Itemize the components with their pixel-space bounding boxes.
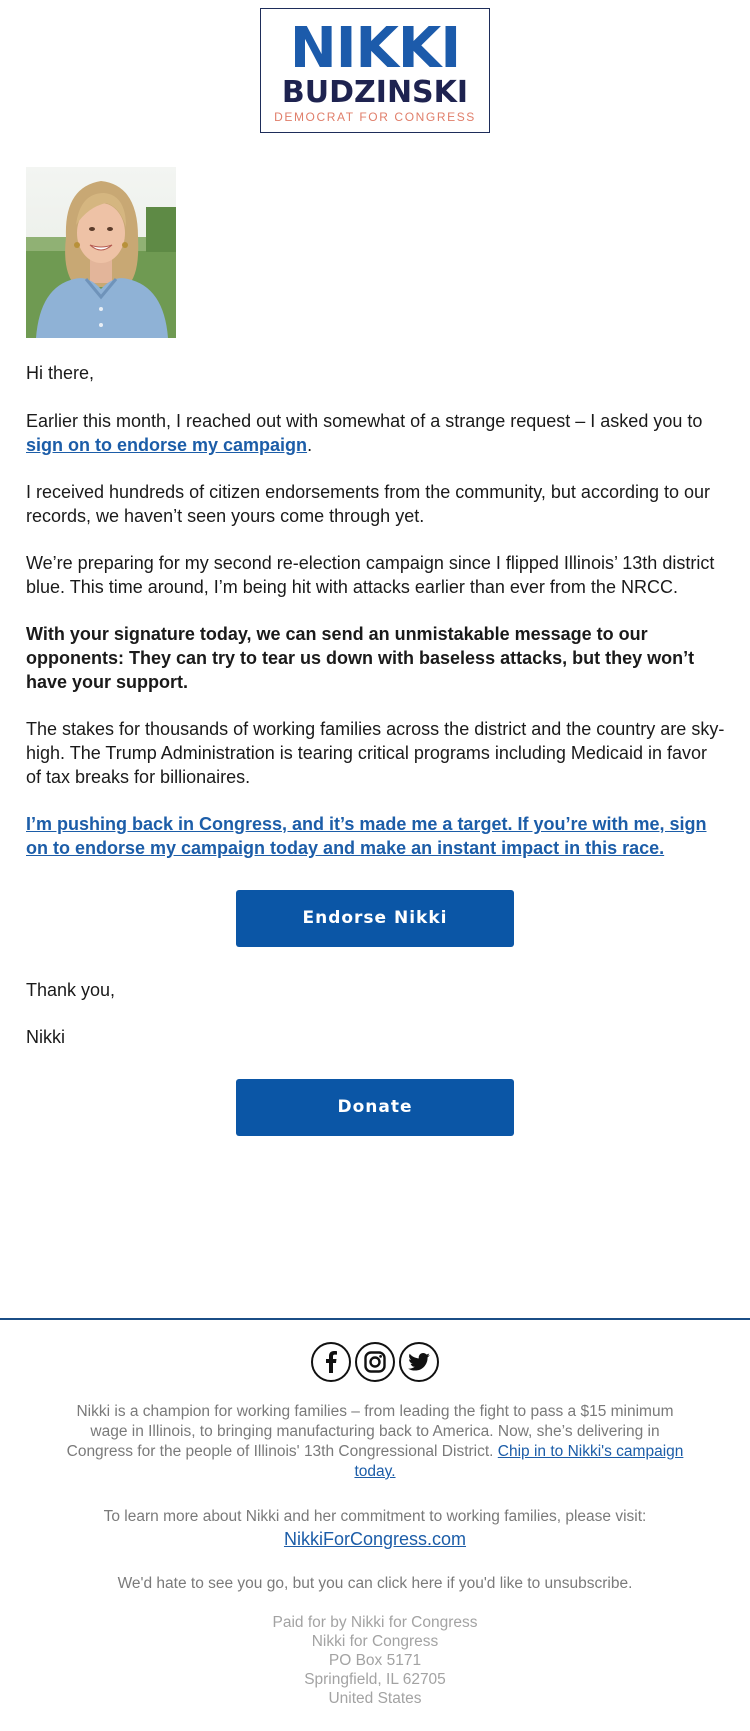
website-link[interactable]: NikkiForCongress.com — [283, 1529, 467, 1549]
paragraph-reelection: We’re preparing for my second re-election campaign since I flipped Illinois’ 13th district blue. This time around, I’m being hit with attacks earlier than ever from the NRCC. — [26, 553, 715, 597]
campaign-logo — [260, 8, 490, 133]
address-line: Nikki for Congress — [311, 1633, 439, 1650]
endorse-button[interactable]: Endorse Nikki — [236, 890, 514, 947]
endorse-campaign-link[interactable]: sign on to endorse my campaign — [26, 435, 308, 455]
chip-in-link[interactable]: Chip in to Nikki's campaign today. — [354, 1443, 684, 1480]
address-line: United States — [328, 1690, 422, 1707]
paragraph-endorsements: I received hundreds of citizen endorsements from the community, but according to our records, we haven’t seen yours come through yet. — [26, 482, 711, 526]
candidate-photo — [26, 167, 176, 338]
footer-learn-more: To learn more about Nikki and her commitment to working families, please visit: — [103, 1508, 647, 1525]
signature: Nikki — [26, 1027, 65, 1047]
twitter-icon[interactable] — [399, 1342, 439, 1382]
paragraph-call-to-action — [26, 812, 726, 860]
address-line: Springfield, IL 62705 — [304, 1671, 446, 1688]
unsubscribe-text[interactable]: We'd hate to see you go, but you can click here if you'd like to unsubscribe. — [117, 1575, 633, 1592]
instagram-icon[interactable] — [355, 1342, 395, 1382]
facebook-icon[interactable] — [311, 1342, 351, 1382]
footer-about — [60, 1402, 690, 1482]
paragraph-request-end: . — [307, 435, 313, 455]
greeting: Hi there, — [26, 363, 95, 383]
paragraph-request — [26, 409, 726, 457]
logo-first-name: NIKKI — [289, 16, 461, 81]
footer-divider — [0, 1318, 750, 1320]
footer-about-text: Nikki is a champion for working families – from leading the fight to pass a $15 minimum wage in Illinois, to bringing manufacturing back to America. Now, she’s delivering in Congress for the people of Illinois' 13th Congressional District. — [66, 1403, 674, 1460]
paragraph-request-text: Earlier this month, I reached out with somewhat of a strange request – I asked you to — [26, 411, 703, 431]
logo-tagline: DEMOCRAT FOR CONGRESS — [274, 110, 476, 124]
paragraph-stakes: The stakes for thousands of working families across the district and the country are sky-high. The Trump Administration is tearing critical programs including Medicaid in favor of tax breaks for billionaires. — [26, 719, 725, 787]
address-line: Paid for by Nikki for Congress — [272, 1614, 478, 1631]
endorse-today-link[interactable]: I’m pushing back in Congress, and it’s made me a target. If you’re with me, sign on to endorse my campaign today and make an instant impact in this race. — [26, 814, 707, 858]
footer-address — [60, 1613, 690, 1708]
footer-site — [60, 1528, 690, 1550]
address-line: PO Box 5171 — [328, 1652, 422, 1669]
logo-last-name: BUDZINSKI — [281, 75, 469, 110]
signoff: Thank you, — [26, 980, 116, 1000]
donate-button[interactable]: Donate — [236, 1079, 514, 1136]
paragraph-signature-message: With your signature today, we can send an unmistakable message to our opponents: They can try to tear us down with baseless attacks, but they won’t have your support. — [26, 624, 695, 692]
